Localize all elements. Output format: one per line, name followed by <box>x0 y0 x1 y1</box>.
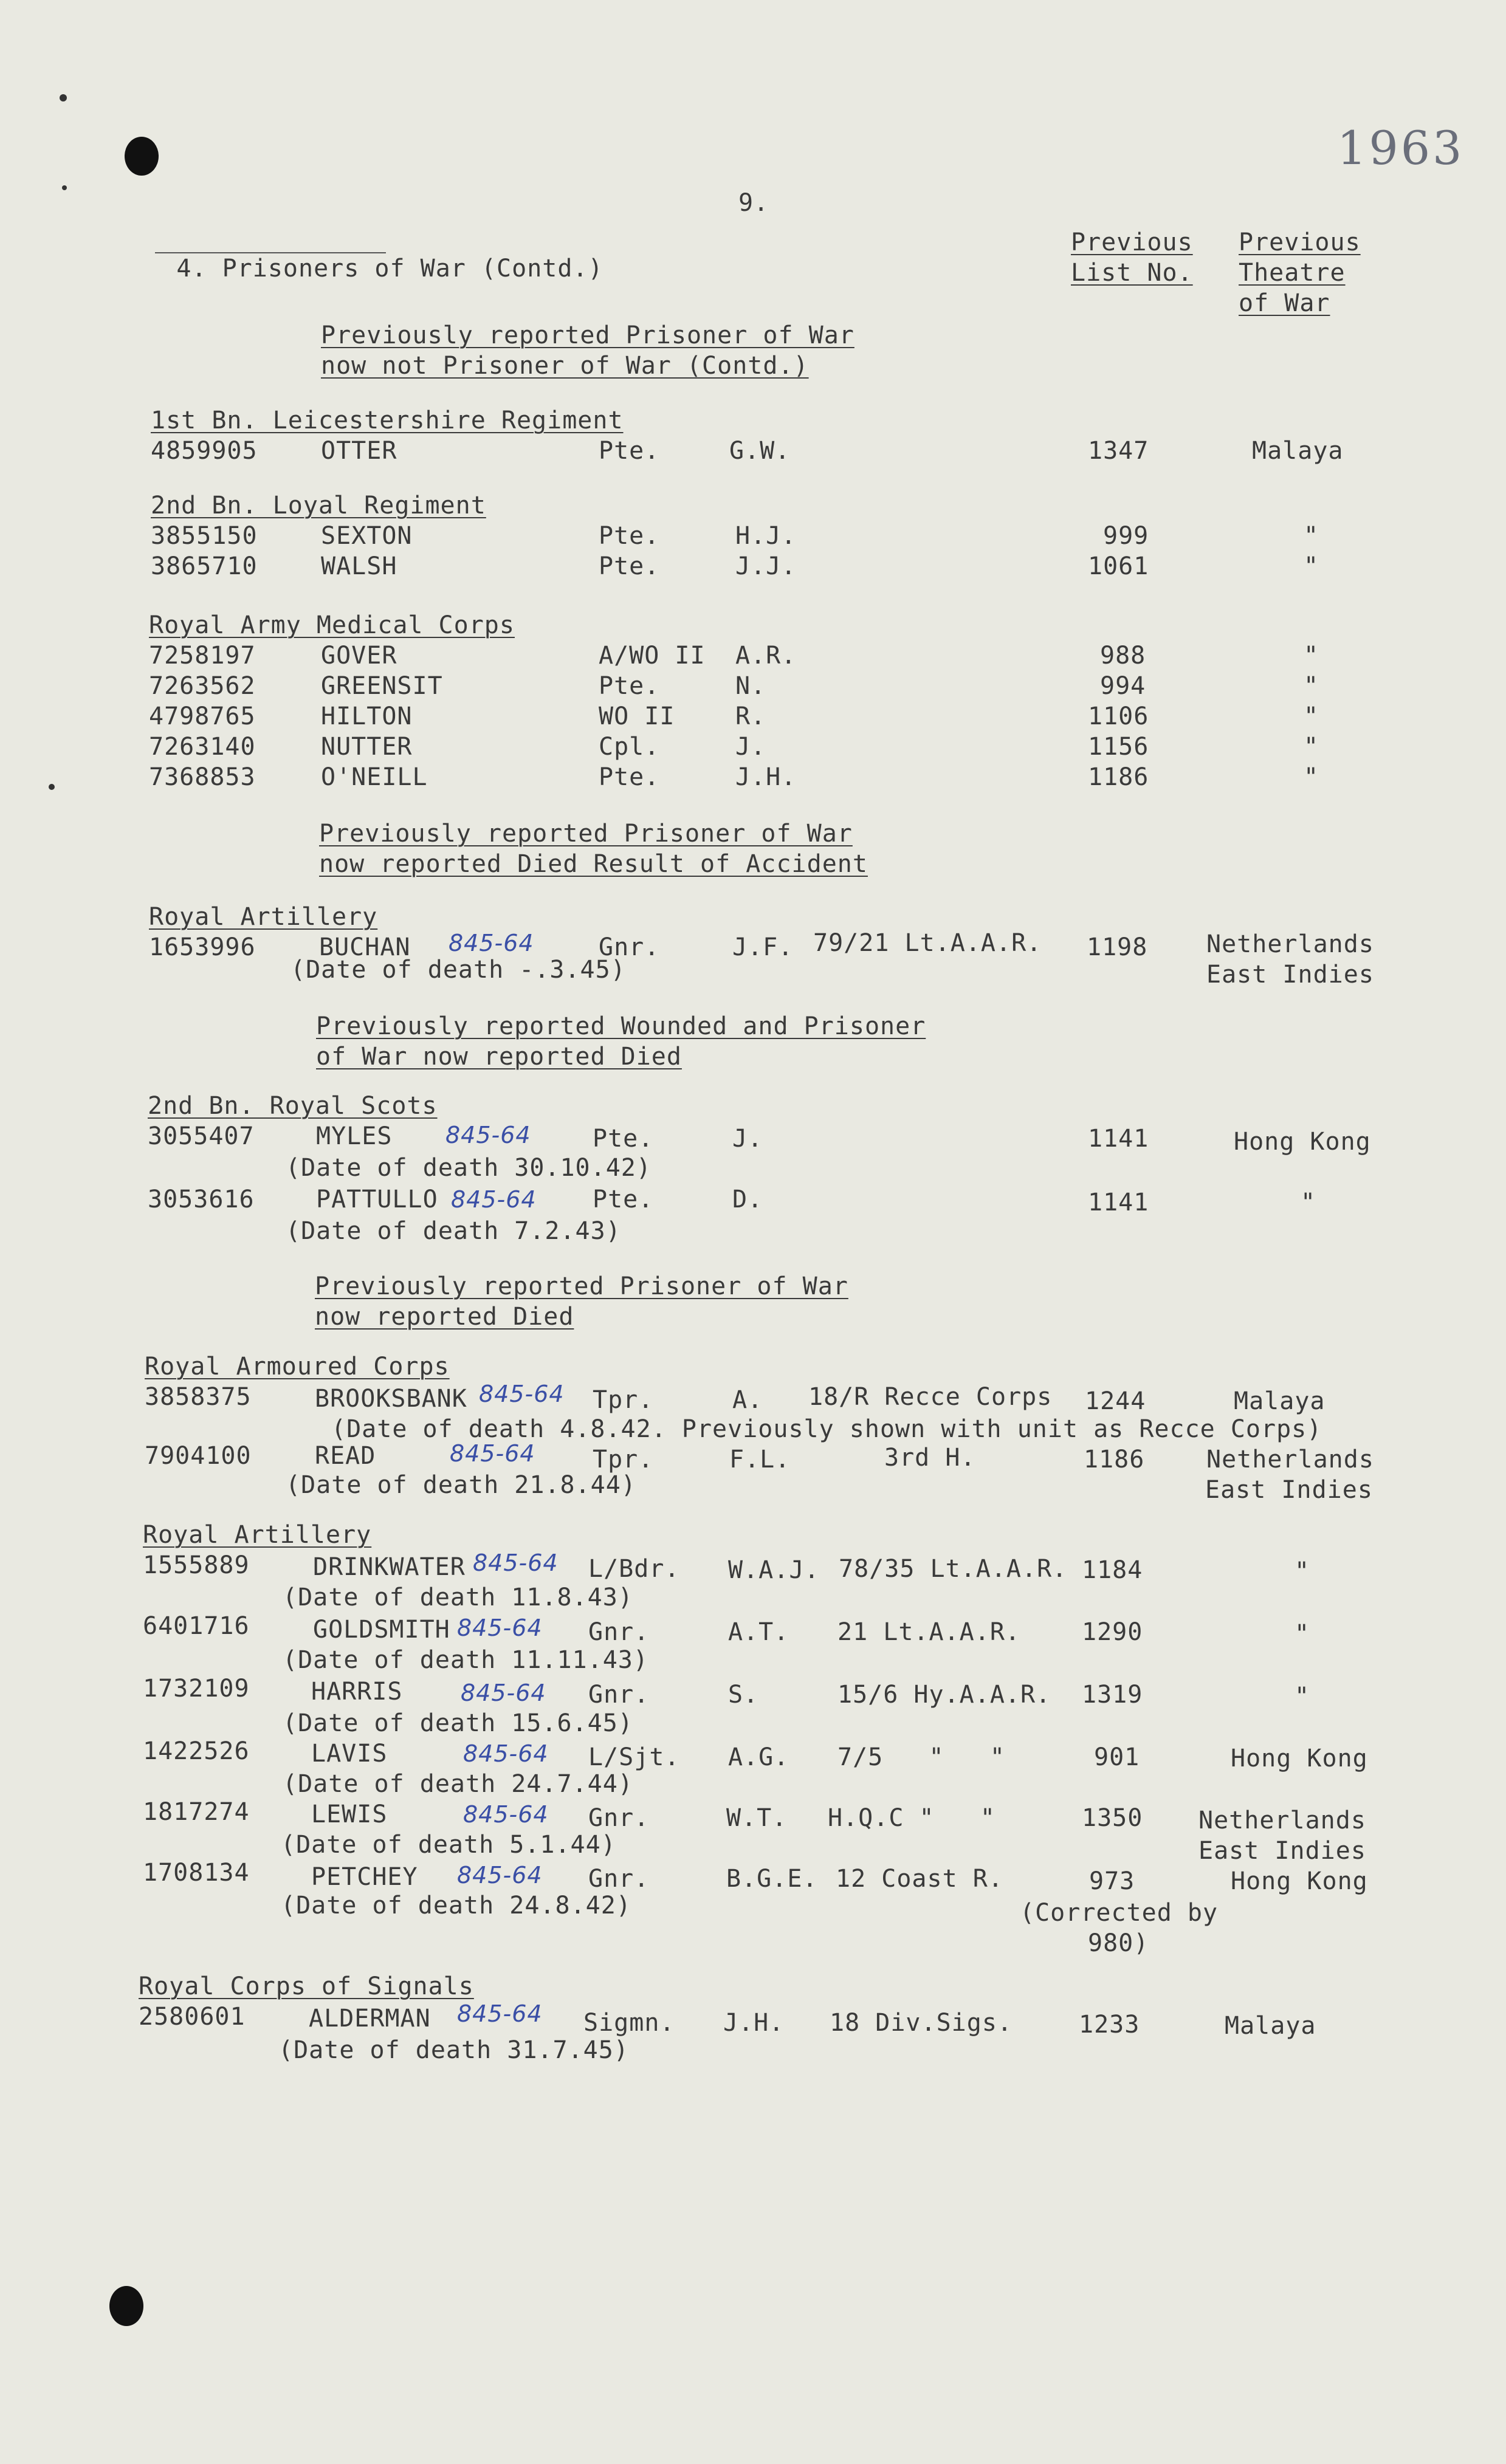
date-of-death: (Date of death 30.10.42) <box>286 1154 652 1182</box>
surname: SEXTON <box>321 522 413 550</box>
rank: Pte. <box>593 1186 654 1213</box>
surname: BUCHAN <box>319 933 411 961</box>
surname: READ <box>315 1442 376 1470</box>
previous-theatre: Malaya <box>1252 437 1344 465</box>
correction-note-line2: 980) <box>1088 1929 1149 1957</box>
rank: Pte. <box>599 437 660 465</box>
rank: Gnr. <box>588 1618 650 1646</box>
section-heading-underline <box>155 252 386 253</box>
col-header-previous: Previous <box>1071 228 1193 256</box>
unit-heading: 2nd Bn. Royal Scots <box>148 1092 438 1120</box>
previous-theatre-line2: East Indies <box>1205 1476 1373 1504</box>
handwritten-annotation: 845-64 <box>457 2000 543 2027</box>
service-number: 1555889 <box>143 1551 250 1579</box>
unit-heading: Royal Artillery <box>149 903 378 931</box>
handwritten-annotation: 845-64 <box>461 1680 546 1706</box>
previous-theatre: Netherlands <box>1198 1807 1366 1834</box>
rank: Gnr. <box>588 1865 650 1893</box>
service-number: 6401716 <box>143 1612 250 1640</box>
surname: GREENSIT <box>321 672 443 700</box>
rank: Pte. <box>599 763 660 791</box>
previous-list-no: 901 <box>1094 1743 1140 1771</box>
rank: A/WO II <box>599 642 706 670</box>
service-number: 3865710 <box>151 552 258 580</box>
previous-theatre: " <box>1295 1683 1310 1711</box>
previous-theatre: Netherlands <box>1206 930 1374 958</box>
initials: J.H. <box>723 2009 785 2037</box>
col-header-theatre: Theatre <box>1239 259 1346 287</box>
service-number: 7263140 <box>149 733 256 761</box>
status-heading-2-line1: Previously reported Prisoner of War <box>319 820 853 848</box>
handwritten-annotation: 845-64 <box>449 930 534 956</box>
speck <box>49 784 55 790</box>
service-number: 3855150 <box>151 522 258 550</box>
previous-theatre: Netherlands <box>1206 1446 1374 1474</box>
previous-theatre: Malaya <box>1225 2012 1316 2040</box>
handwritten-annotation: 845-64 <box>450 1440 535 1467</box>
previous-list-no: 1184 <box>1082 1556 1143 1584</box>
initials: D. <box>732 1186 763 1213</box>
punch-hole-bottom <box>109 2286 143 2326</box>
handwritten-annotation: 845-64 <box>457 1615 543 1641</box>
surname: DRINKWATER <box>313 1553 466 1581</box>
unit-detail: 18/R Recce Corps <box>808 1383 1053 1411</box>
previous-theatre-line2: East Indies <box>1206 961 1374 989</box>
previous-list-no: 988 <box>1100 642 1146 670</box>
previous-list-no: 1186 <box>1088 763 1149 791</box>
handwritten-annotation: 845-64 <box>463 1801 549 1828</box>
initials: J. <box>735 733 766 761</box>
service-number: 1708134 <box>143 1859 250 1887</box>
previous-list-no: 1319 <box>1082 1681 1143 1709</box>
rank: Cpl. <box>599 733 660 761</box>
initials: J.J. <box>735 552 797 580</box>
unit-detail: 78/35 Lt.A.A.R. <box>839 1555 1068 1583</box>
speck <box>62 185 67 190</box>
unit-detail: 21 Lt.A.A.R. <box>837 1618 1020 1646</box>
surname: WALSH <box>321 552 397 580</box>
surname: HILTON <box>321 702 413 730</box>
date-of-death: (Date of death 5.1.44) <box>281 1831 616 1859</box>
correction-note: (Corrected by <box>1020 1899 1219 1927</box>
col-header-list-no: List No. <box>1071 259 1193 287</box>
rank: Gnr. <box>599 933 660 961</box>
service-number: 2580601 <box>139 2003 246 2031</box>
service-number: 7263562 <box>149 672 256 700</box>
handwritten-annotation: 845-64 <box>445 1122 531 1148</box>
date-of-death: (Date of death 31.7.45) <box>278 2036 629 2064</box>
unit-heading: Royal Army Medical Corps <box>149 611 515 639</box>
status-heading-4-line1: Previously reported Prisoner of War <box>315 1272 848 1300</box>
surname: O'NEILL <box>321 763 428 791</box>
service-number: 4859905 <box>151 437 258 465</box>
rank: Pte. <box>599 552 660 580</box>
rank: Sigmn. <box>583 2009 675 2037</box>
previous-list-no: 994 <box>1100 672 1146 700</box>
previous-theatre: Malaya <box>1234 1387 1325 1415</box>
initials: R. <box>735 702 766 730</box>
rank: L/Sjt. <box>588 1743 680 1771</box>
col-header-of-war: of War <box>1239 289 1330 317</box>
previous-theatre: " <box>1304 702 1319 730</box>
rank: Gnr. <box>588 1681 650 1709</box>
unit-heading: Royal Armoured Corps <box>145 1353 450 1381</box>
previous-list-no: 1141 <box>1088 1125 1149 1153</box>
service-number: 3053616 <box>148 1186 255 1213</box>
initials: S. <box>728 1681 759 1709</box>
service-number: 1653996 <box>149 933 256 961</box>
previous-theatre: " <box>1304 733 1319 761</box>
date-of-death: (Date of death 15.6.45) <box>283 1709 633 1737</box>
unit-heading: Royal Artillery <box>143 1521 372 1549</box>
previous-list-no: 1061 <box>1088 552 1149 580</box>
unit-detail: 15/6 Hy.A.A.R. <box>837 1681 1051 1709</box>
previous-list-no: 1290 <box>1082 1618 1143 1646</box>
speck <box>60 94 67 101</box>
surname: GOVER <box>321 642 397 670</box>
previous-theatre: " <box>1295 1620 1310 1648</box>
previous-theatre: " <box>1304 672 1319 700</box>
surname: HARRIS <box>311 1678 403 1706</box>
unit-heading: 1st Bn. Leicestershire Regiment <box>151 407 624 434</box>
surname: MYLES <box>316 1122 393 1150</box>
date-of-death: (Date of death 4.8.42. Previously shown with unit as Recce Corps) <box>331 1415 1322 1443</box>
page-number: 9. <box>738 189 769 217</box>
initials: A. <box>732 1386 763 1414</box>
surname: PETCHEY <box>311 1863 418 1891</box>
initials: J.H. <box>735 763 797 791</box>
service-number: 4798765 <box>149 702 256 730</box>
unit-detail: 18 Div.Sigs. <box>830 2009 1013 2037</box>
surname: ALDERMAN <box>309 2005 431 2033</box>
previous-list-no: 999 <box>1103 522 1149 550</box>
unit-detail: 12 Coast R. <box>836 1865 1003 1893</box>
previous-list-no: 1156 <box>1088 733 1149 761</box>
unit-heading: Royal Corps of Signals <box>139 1972 474 2000</box>
date-of-death: (Date of death -.3.45) <box>291 956 626 984</box>
surname: NUTTER <box>321 733 413 761</box>
status-heading-1-line2: now not Prisoner of War (Contd.) <box>321 352 809 380</box>
punch-hole-top <box>125 137 159 176</box>
handwritten-annotation: 845-64 <box>479 1381 565 1407</box>
service-number: 3858375 <box>145 1383 252 1411</box>
rank: WO II <box>599 702 675 730</box>
previous-list-no: 1141 <box>1088 1189 1149 1217</box>
surname: GOLDSMITH <box>313 1616 450 1644</box>
previous-list-no: 1350 <box>1082 1804 1143 1832</box>
previous-theatre: " <box>1295 1557 1310 1585</box>
handwritten-annotation: 845-64 <box>451 1186 537 1213</box>
service-number: 3055407 <box>148 1122 255 1150</box>
unit-heading: 2nd Bn. Loyal Regiment <box>151 492 486 520</box>
service-number: 7368853 <box>149 763 256 791</box>
service-number: 1732109 <box>143 1675 250 1703</box>
unit-detail: 7/5 " " <box>837 1743 1005 1771</box>
col-header-previous-2: Previous <box>1239 228 1361 256</box>
unit-detail: 79/21 Lt.A.A.R. <box>813 929 1042 957</box>
surname: PATTULLO <box>316 1186 438 1213</box>
unit-detail: H.Q.C " " <box>828 1804 995 1832</box>
previous-list-no: 1347 <box>1088 437 1149 465</box>
status-heading-3-line1: Previously reported Wounded and Prisoner <box>316 1012 926 1040</box>
initials: N. <box>735 672 766 700</box>
date-of-death: (Date of death 7.2.43) <box>286 1217 621 1245</box>
initials: J. <box>732 1125 763 1153</box>
date-of-death: (Date of death 21.8.44) <box>286 1471 636 1499</box>
previous-list-no: 1198 <box>1087 933 1148 961</box>
status-heading-2-line2: now reported Died Result of Accident <box>319 850 868 878</box>
previous-theatre-line2: East Indies <box>1198 1837 1366 1865</box>
surname: OTTER <box>321 437 397 465</box>
previous-list-no: 973 <box>1089 1867 1135 1895</box>
status-heading-3-line2: of War now reported Died <box>316 1043 682 1071</box>
initials: J.F. <box>732 933 794 961</box>
previous-list-no: 1233 <box>1079 2011 1140 2039</box>
initials: W.A.J. <box>728 1556 820 1584</box>
date-of-death: (Date of death 11.11.43) <box>283 1646 648 1674</box>
previous-theatre: " <box>1304 642 1319 670</box>
previous-theatre: " <box>1304 552 1319 580</box>
service-number: 7258197 <box>149 642 256 670</box>
status-heading-1-line1: Previously reported Prisoner of War <box>321 321 854 349</box>
service-number: 1817274 <box>143 1798 250 1826</box>
handwritten-annotation: 845-64 <box>457 1862 543 1889</box>
previous-theatre: " <box>1304 522 1319 550</box>
initials: A.R. <box>735 642 797 670</box>
rank: Pte. <box>599 522 660 550</box>
section-heading <box>115 225 603 312</box>
unit-detail: 3rd H. <box>884 1444 976 1472</box>
initials: A.T. <box>728 1618 789 1646</box>
date-of-death: (Date of death 11.8.43) <box>283 1584 633 1611</box>
previous-theatre: " <box>1301 1189 1316 1217</box>
previous-theatre: " <box>1304 763 1319 791</box>
rank: Gnr. <box>588 1804 650 1832</box>
rank: Pte. <box>599 672 660 700</box>
previous-theatre: Hong Kong <box>1234 1128 1371 1156</box>
previous-list-no: 1106 <box>1088 702 1149 730</box>
date-of-death: (Date of death 24.8.42) <box>281 1892 631 1920</box>
rank: Tpr. <box>593 1446 654 1474</box>
rank: Tpr. <box>593 1386 654 1414</box>
previous-list-no: 1244 <box>1085 1387 1146 1415</box>
rank: Pte. <box>593 1125 654 1153</box>
service-number: 7904100 <box>145 1442 252 1470</box>
surname: BROOKSBANK <box>315 1385 467 1413</box>
initials: B.G.E. <box>726 1865 818 1893</box>
status-heading-4-line2: now reported Died <box>315 1303 574 1331</box>
date-of-death: (Date of death 24.7.44) <box>283 1770 633 1798</box>
surname: LAVIS <box>311 1740 388 1768</box>
section-heading-text: 4. Prisoners of War (Contd.) <box>176 255 603 283</box>
initials: A.G. <box>728 1743 789 1771</box>
surname: LEWIS <box>311 1800 388 1828</box>
service-number: 1422526 <box>143 1737 250 1765</box>
handwritten-annotation: 845-64 <box>473 1549 559 1576</box>
previous-list-no: 1186 <box>1084 1446 1145 1474</box>
initials: G.W. <box>729 437 791 465</box>
handwritten-annotation: 845-64 <box>463 1740 549 1767</box>
initials: W.T. <box>726 1804 788 1832</box>
rank: L/Bdr. <box>588 1555 680 1583</box>
initials: H.J. <box>735 522 797 550</box>
previous-theatre: Hong Kong <box>1231 1867 1368 1895</box>
initials: F.L. <box>729 1446 791 1474</box>
previous-theatre: Hong Kong <box>1231 1745 1368 1773</box>
stamp-number: 1963 <box>1337 121 1465 175</box>
